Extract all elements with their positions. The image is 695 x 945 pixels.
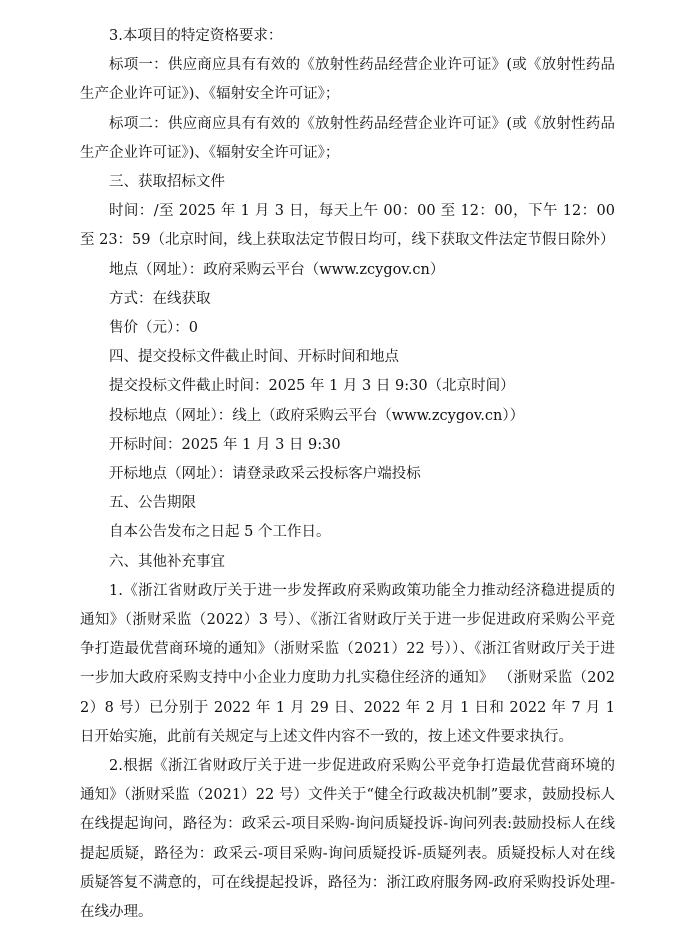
section-heading-notice-period: 五、公告期限 bbox=[109, 495, 196, 512]
paragraph-lot-two: 标项二：供应商应具有有效的《放射性药品经营企业许可证》(或《放射性药品生产企业许可证》)、《辐射安全许可证》； bbox=[80, 115, 615, 161]
paragraph-submission-deadline: 提交投标文件截止时间：2025 年 1 月 3 日 9:30（北京时间） bbox=[109, 378, 515, 395]
document-body bbox=[80, 22, 615, 927]
paragraph-obtain-method: 方式：在线获取 bbox=[109, 290, 211, 307]
paragraph-lot-one: 标项一：供应商应具有有效的《放射性药品经营企业许可证》(或《放射性药品生产企业许可证》)、《辐射安全许可证》； bbox=[80, 57, 615, 103]
paragraph-other-item-one: 1.《浙江省财政厅关于进一步发挥政府采购政策功能全力推动经济稳进提质的通知》（浙财采监（2022）3 号）、《浙江省财政厅关于进一步促进政府采购公平竞争打造最优营商环境的通知》（浙财采监（2021）22 号））、《浙江省财政厅关于进一步加大政府采购支持中小企业力度助力扎实稳住经济的通知》 （浙财采监（2022）8 号）已分别于 2022 年 1 月 29 日、2022 年 2 月 1 日和 2022 年 7 月 1 日开始实施，此前有关规定与上述文件内容不一致的，按上述文件要求执行。 bbox=[80, 582, 615, 745]
paragraph-notice-period: 自本公告发布之日起 5 个工作日。 bbox=[109, 524, 331, 541]
paragraph-qualification-heading: 3.本项目的特定资格要求： bbox=[109, 28, 283, 44]
paragraph-other-item-two: 2.根据《浙江省财政厅关于进一步促进政府采购公平竞争打造最优营商环境的通知》（浙财采监（2021）22 号）文件关于“健全行政裁决机制”要求，鼓励投标人在线提起询问，路径为：政采云-项目采购-询问质疑投诉-询问列表:鼓励投标人在线提起质疑，路径为：政采云-项目采购-询问质疑投诉-质疑列表。质疑投标人对在线质疑答复不满意的，可在线提起投诉，路径为：浙江政府服务网-政府采购投诉处理-在线办理。 bbox=[80, 758, 615, 921]
section-heading-other-matters: 六、其他补充事宜 bbox=[109, 553, 225, 570]
section-heading-obtain-documents: 三、获取招标文件 bbox=[109, 174, 225, 191]
paragraph-opening-time: 开标时间：2025 年 1 月 3 日 9:30 bbox=[109, 436, 341, 453]
section-heading-bid-submission: 四、提交投标文件截止时间、开标时间和地点 bbox=[109, 349, 399, 366]
paragraph-opening-location: 开标地点（网址）：请登录政采云投标客户端投标 bbox=[109, 466, 421, 483]
paragraph-obtain-location: 地点（网址）：政府采购云平台（www.zcygov.cn） bbox=[109, 261, 445, 278]
paragraph-obtain-time: 时间：/至 2025 年 1 月 3 日，每天上午 00：00 至 12：00，下午 12：00 至 23：59（北京时间，线上获取法定节假日均可，线下获取文件法定节假日除外） bbox=[80, 203, 615, 249]
paragraph-submission-location: 投标地点（网址）：线上（政府采购云平台（www.zcygov.cn）） bbox=[109, 407, 525, 424]
paragraph-price: 售价（元）：0 bbox=[109, 320, 198, 337]
